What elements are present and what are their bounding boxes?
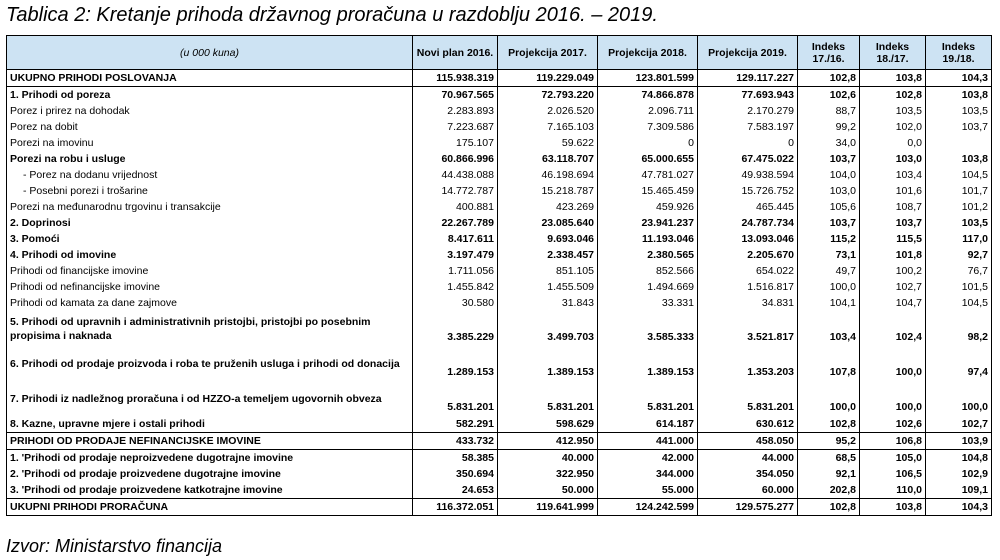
table-row — [7, 346, 992, 381]
cell-value: 68,5 — [798, 450, 860, 467]
table-row — [7, 119, 992, 135]
cell-value: 106,5 — [860, 466, 926, 482]
cell-value: 102,8 — [798, 499, 860, 516]
cell-value: 22.267.789 — [413, 215, 498, 231]
row-label: - Porez na dodanu vrijednost — [7, 167, 413, 183]
cell-value: 344.000 — [598, 466, 698, 482]
cell-value: 103,0 — [798, 183, 860, 199]
cell-value: 1.389.153 — [498, 346, 598, 381]
cell-value: 5.831.201 — [598, 381, 698, 416]
cell-value: 108,7 — [860, 199, 926, 215]
cell-value: 103,8 — [860, 499, 926, 516]
table-row — [7, 231, 992, 247]
cell-value: 72.793.220 — [498, 87, 598, 104]
cell-value: 441.000 — [598, 433, 698, 450]
cell-value: 654.022 — [698, 263, 798, 279]
cell-value: 33.331 — [598, 295, 698, 311]
cell-value: 100,0 — [798, 381, 860, 416]
cell-value: 3.385.229 — [413, 311, 498, 346]
row-label: 3. 'Prihodi od prodaje proizvedene katkotrajne imovine — [7, 482, 413, 499]
cell-value: 2.170.279 — [698, 103, 798, 119]
table-row — [7, 450, 992, 467]
cell-value: 412.950 — [498, 433, 598, 450]
header-projection-2019: Projekcija 2019. — [698, 36, 798, 70]
cell-value: 15.726.752 — [698, 183, 798, 199]
cell-value: 350.694 — [413, 466, 498, 482]
cell-value: 2.026.520 — [498, 103, 598, 119]
cell-value: 0,0 — [860, 135, 926, 151]
cell-value: 2.338.457 — [498, 247, 598, 263]
cell-value: 115,5 — [860, 231, 926, 247]
row-label: 1. 'Prihodi od prodaje neproizvedene dugotrajne imovine — [7, 450, 413, 467]
cell-value: 0 — [598, 135, 698, 151]
cell-value: 104,0 — [798, 167, 860, 183]
cell-value: 104,7 — [860, 295, 926, 311]
cell-value: 103,8 — [926, 151, 992, 167]
cell-value: 103,4 — [798, 311, 860, 346]
cell-value: 102,6 — [798, 87, 860, 104]
cell-value: 7.309.586 — [598, 119, 698, 135]
cell-value: 102,8 — [798, 416, 860, 433]
cell-value: 11.193.046 — [598, 231, 698, 247]
cell-value: 5.831.201 — [698, 381, 798, 416]
source-note: Izvor: Ministarstvo financija — [6, 536, 223, 556]
cell-value: 104,3 — [926, 70, 992, 87]
cell-value: 105,0 — [860, 450, 926, 467]
cell-value: 103,5 — [926, 215, 992, 231]
cell-value: 95,2 — [798, 433, 860, 450]
cell-value: 101,6 — [860, 183, 926, 199]
table-row — [7, 103, 992, 119]
table-row — [7, 135, 992, 151]
cell-value: 102,8 — [798, 70, 860, 87]
table-row — [7, 433, 992, 450]
cell-value: 104,5 — [926, 167, 992, 183]
cell-value: 103,4 — [860, 167, 926, 183]
table-row — [7, 215, 992, 231]
revenue-table — [6, 35, 992, 516]
table-row — [7, 263, 992, 279]
table-row — [7, 87, 992, 104]
cell-value: 40.000 — [498, 450, 598, 467]
cell-value: 77.693.943 — [698, 87, 798, 104]
table-row — [7, 70, 992, 87]
row-label: Porezi na imovinu — [7, 135, 413, 151]
cell-value: 100,0 — [926, 381, 992, 416]
cell-value: 92,7 — [926, 247, 992, 263]
table-row — [7, 279, 992, 295]
cell-value: 116.372.051 — [413, 499, 498, 516]
cell-value: 7.165.103 — [498, 119, 598, 135]
cell-value: 102,0 — [860, 119, 926, 135]
table-title: Tablica 2: Kretanje prihoda državnog proračuna u razdoblju 2016. – 2019. — [6, 4, 658, 26]
table-row — [7, 167, 992, 183]
cell-value: 852.566 — [598, 263, 698, 279]
row-label: Porezi na međunarodnu trgovinu i transakcije — [7, 199, 413, 215]
cell-value: 104,8 — [926, 450, 992, 467]
header-projection-2017: Projekcija 2017. — [498, 36, 598, 70]
row-label: UKUPNI PRIHODI PRORAČUNA — [7, 499, 413, 516]
cell-value: 100,0 — [860, 381, 926, 416]
cell-value: 115,2 — [798, 231, 860, 247]
cell-value: 103,8 — [926, 87, 992, 104]
cell-value: 598.629 — [498, 416, 598, 433]
row-label: Porez na dobit — [7, 119, 413, 135]
cell-value: 30.580 — [413, 295, 498, 311]
cell-value: 2.205.670 — [698, 247, 798, 263]
header-projection-2018: Projekcija 2018. — [598, 36, 698, 70]
cell-value: 202,8 — [798, 482, 860, 499]
cell-value: 3.521.817 — [698, 311, 798, 346]
cell-value: 73,1 — [798, 247, 860, 263]
cell-value: 67.475.022 — [698, 151, 798, 167]
cell-value: 98,2 — [926, 311, 992, 346]
cell-value: 49,7 — [798, 263, 860, 279]
cell-value: 58.385 — [413, 450, 498, 467]
cell-value: 115.938.319 — [413, 70, 498, 87]
cell-value: 104,3 — [926, 499, 992, 516]
cell-value: 100,0 — [860, 346, 926, 381]
cell-value: 110,0 — [860, 482, 926, 499]
cell-value: 582.291 — [413, 416, 498, 433]
cell-value: 103,9 — [926, 433, 992, 450]
table-row — [7, 381, 992, 416]
cell-value: 100,0 — [798, 279, 860, 295]
cell-value: 614.187 — [598, 416, 698, 433]
cell-value: 34,0 — [798, 135, 860, 151]
row-label: Prihodi od kamata za dane zajmove — [7, 295, 413, 311]
cell-value: 104,5 — [926, 295, 992, 311]
cell-value: 175.107 — [413, 135, 498, 151]
cell-value: 400.881 — [413, 199, 498, 215]
cell-value: 3.499.703 — [498, 311, 598, 346]
cell-value: 458.050 — [698, 433, 798, 450]
cell-value: 1.494.669 — [598, 279, 698, 295]
cell-value: 59.622 — [498, 135, 598, 151]
cell-value: 74.866.878 — [598, 87, 698, 104]
cell-value: 23.085.640 — [498, 215, 598, 231]
cell-value: 34.831 — [698, 295, 798, 311]
cell-value: 107,8 — [798, 346, 860, 381]
cell-value: 102,9 — [926, 466, 992, 482]
table-row — [7, 183, 992, 199]
cell-value: 103,7 — [860, 215, 926, 231]
cell-value: 103,7 — [798, 151, 860, 167]
header-index-18-17: Indeks 18./17. — [860, 36, 926, 70]
cell-value: 2.380.565 — [598, 247, 698, 263]
cell-value: 630.612 — [698, 416, 798, 433]
cell-value: 1.389.153 — [598, 346, 698, 381]
cell-value: 15.218.787 — [498, 183, 598, 199]
cell-value: 88,7 — [798, 103, 860, 119]
cell-value: 322.950 — [498, 466, 598, 482]
table-row — [7, 499, 992, 516]
row-label: 4. Prihodi od imovine — [7, 247, 413, 263]
cell-value: 1.455.842 — [413, 279, 498, 295]
table-row — [7, 151, 992, 167]
cell-value: 63.118.707 — [498, 151, 598, 167]
row-label: 6. Prihodi od prodaje proizvoda i roba te pruženih usluga i prihodi od donacija — [7, 346, 413, 381]
row-label: PRIHODI OD PRODAJE NEFINANCIJSKE IMOVINE — [7, 433, 413, 450]
row-label: 7. Prihodi iz nadležnog proračuna i od HZZO-a temeljem ugovornih obveza — [7, 381, 413, 416]
cell-value: 92,1 — [798, 466, 860, 482]
cell-value: 42.000 — [598, 450, 698, 467]
cell-value: 109,1 — [926, 482, 992, 499]
cell-value: 50.000 — [498, 482, 598, 499]
cell-value: 104,1 — [798, 295, 860, 311]
cell-value: 7.583.197 — [698, 119, 798, 135]
row-label: 3. Pomoći — [7, 231, 413, 247]
cell-value: 102,7 — [860, 279, 926, 295]
row-label: - Posebni porezi i trošarine — [7, 183, 413, 199]
row-label: Prihodi od financijske imovine — [7, 263, 413, 279]
cell-value: 119.641.999 — [498, 499, 598, 516]
cell-value: 99,2 — [798, 119, 860, 135]
cell-value: 117,0 — [926, 231, 992, 247]
cell-value: 101,8 — [860, 247, 926, 263]
cell-value: 2.096.711 — [598, 103, 698, 119]
cell-value: 433.732 — [413, 433, 498, 450]
cell-value: 60.000 — [698, 482, 798, 499]
cell-value: 851.105 — [498, 263, 598, 279]
cell-value: 354.050 — [698, 466, 798, 482]
row-label: 8. Kazne, upravne mjere i ostali prihodi — [7, 416, 413, 433]
cell-value: 105,6 — [798, 199, 860, 215]
row-label: 2. 'Prihodi od prodaje proizvedene dugotrajne imovine — [7, 466, 413, 482]
cell-value: 465.445 — [698, 199, 798, 215]
cell-value: 129.117.227 — [698, 70, 798, 87]
cell-value: 76,7 — [926, 263, 992, 279]
cell-value: 102,4 — [860, 311, 926, 346]
cell-value: 102,8 — [860, 87, 926, 104]
cell-value: 124.242.599 — [598, 499, 698, 516]
row-label: 2. Doprinosi — [7, 215, 413, 231]
table-row — [7, 295, 992, 311]
header-plan-2016: Novi plan 2016. — [413, 36, 498, 70]
cell-value: 9.693.046 — [498, 231, 598, 247]
table-row — [7, 199, 992, 215]
cell-value: 97,4 — [926, 346, 992, 381]
cell-value: 5.831.201 — [498, 381, 598, 416]
cell-value: 1.353.203 — [698, 346, 798, 381]
cell-value: 8.417.611 — [413, 231, 498, 247]
row-label: Porez i prirez na dohodak — [7, 103, 413, 119]
cell-value: 101,5 — [926, 279, 992, 295]
cell-value: 1.289.153 — [413, 346, 498, 381]
table-row — [7, 482, 992, 499]
cell-value: 70.967.565 — [413, 87, 498, 104]
cell-value: 24.653 — [413, 482, 498, 499]
cell-value: 459.926 — [598, 199, 698, 215]
cell-value: 1.711.056 — [413, 263, 498, 279]
cell-value: 3.197.479 — [413, 247, 498, 263]
cell-value: 119.229.049 — [498, 70, 598, 87]
row-label: UKUPNO PRIHODI POSLOVANJA — [7, 70, 413, 87]
cell-value: 13.093.046 — [698, 231, 798, 247]
cell-value: 103,7 — [798, 215, 860, 231]
cell-value: 123.801.599 — [598, 70, 698, 87]
cell-value: 24.787.734 — [698, 215, 798, 231]
cell-value: 23.941.237 — [598, 215, 698, 231]
cell-value: 100,2 — [860, 263, 926, 279]
header-row — [7, 36, 992, 70]
cell-value: 44.000 — [698, 450, 798, 467]
cell-value: 102,6 — [860, 416, 926, 433]
cell-value: 103,8 — [860, 70, 926, 87]
cell-value: 44.438.088 — [413, 167, 498, 183]
cell-value: 103,0 — [860, 151, 926, 167]
header-unit: (u 000 kuna) — [7, 36, 413, 70]
header-index-17-16: Indeks 17./16. — [798, 36, 860, 70]
cell-value: 423.269 — [498, 199, 598, 215]
cell-value: 55.000 — [598, 482, 698, 499]
cell-value: 106,8 — [860, 433, 926, 450]
cell-value: 3.585.333 — [598, 311, 698, 346]
cell-value: 103,5 — [860, 103, 926, 119]
cell-value: 101,2 — [926, 199, 992, 215]
cell-value: 31.843 — [498, 295, 598, 311]
cell-value: 129.575.277 — [698, 499, 798, 516]
cell-value: 1.455.509 — [498, 279, 598, 295]
cell-value: 103,5 — [926, 103, 992, 119]
cell-value: 49.938.594 — [698, 167, 798, 183]
cell-value: 5.831.201 — [413, 381, 498, 416]
row-label: 5. Prihodi od upravnih i administrativnih pristojbi, pristojbi po posebnim propisima i naknada — [7, 311, 413, 346]
cell-value: 15.465.459 — [598, 183, 698, 199]
cell-value: 65.000.655 — [598, 151, 698, 167]
cell-value — [926, 135, 992, 151]
cell-value: 2.283.893 — [413, 103, 498, 119]
table-row — [7, 311, 992, 346]
cell-value: 0 — [698, 135, 798, 151]
table-row — [7, 247, 992, 263]
cell-value: 101,7 — [926, 183, 992, 199]
cell-value: 1.516.817 — [698, 279, 798, 295]
header-index-19-18: Indeks 19./18. — [926, 36, 992, 70]
cell-value: 102,7 — [926, 416, 992, 433]
row-label: 1. Prihodi od poreza — [7, 87, 413, 104]
row-label: Porezi na robu i usluge — [7, 151, 413, 167]
cell-value: 60.866.996 — [413, 151, 498, 167]
cell-value: 103,7 — [926, 119, 992, 135]
cell-value: 46.198.694 — [498, 167, 598, 183]
cell-value: 47.781.027 — [598, 167, 698, 183]
row-label: Prihodi od nefinancijske imovine — [7, 279, 413, 295]
cell-value: 14.772.787 — [413, 183, 498, 199]
table-row — [7, 466, 992, 482]
table-row — [7, 416, 992, 433]
cell-value: 7.223.687 — [413, 119, 498, 135]
